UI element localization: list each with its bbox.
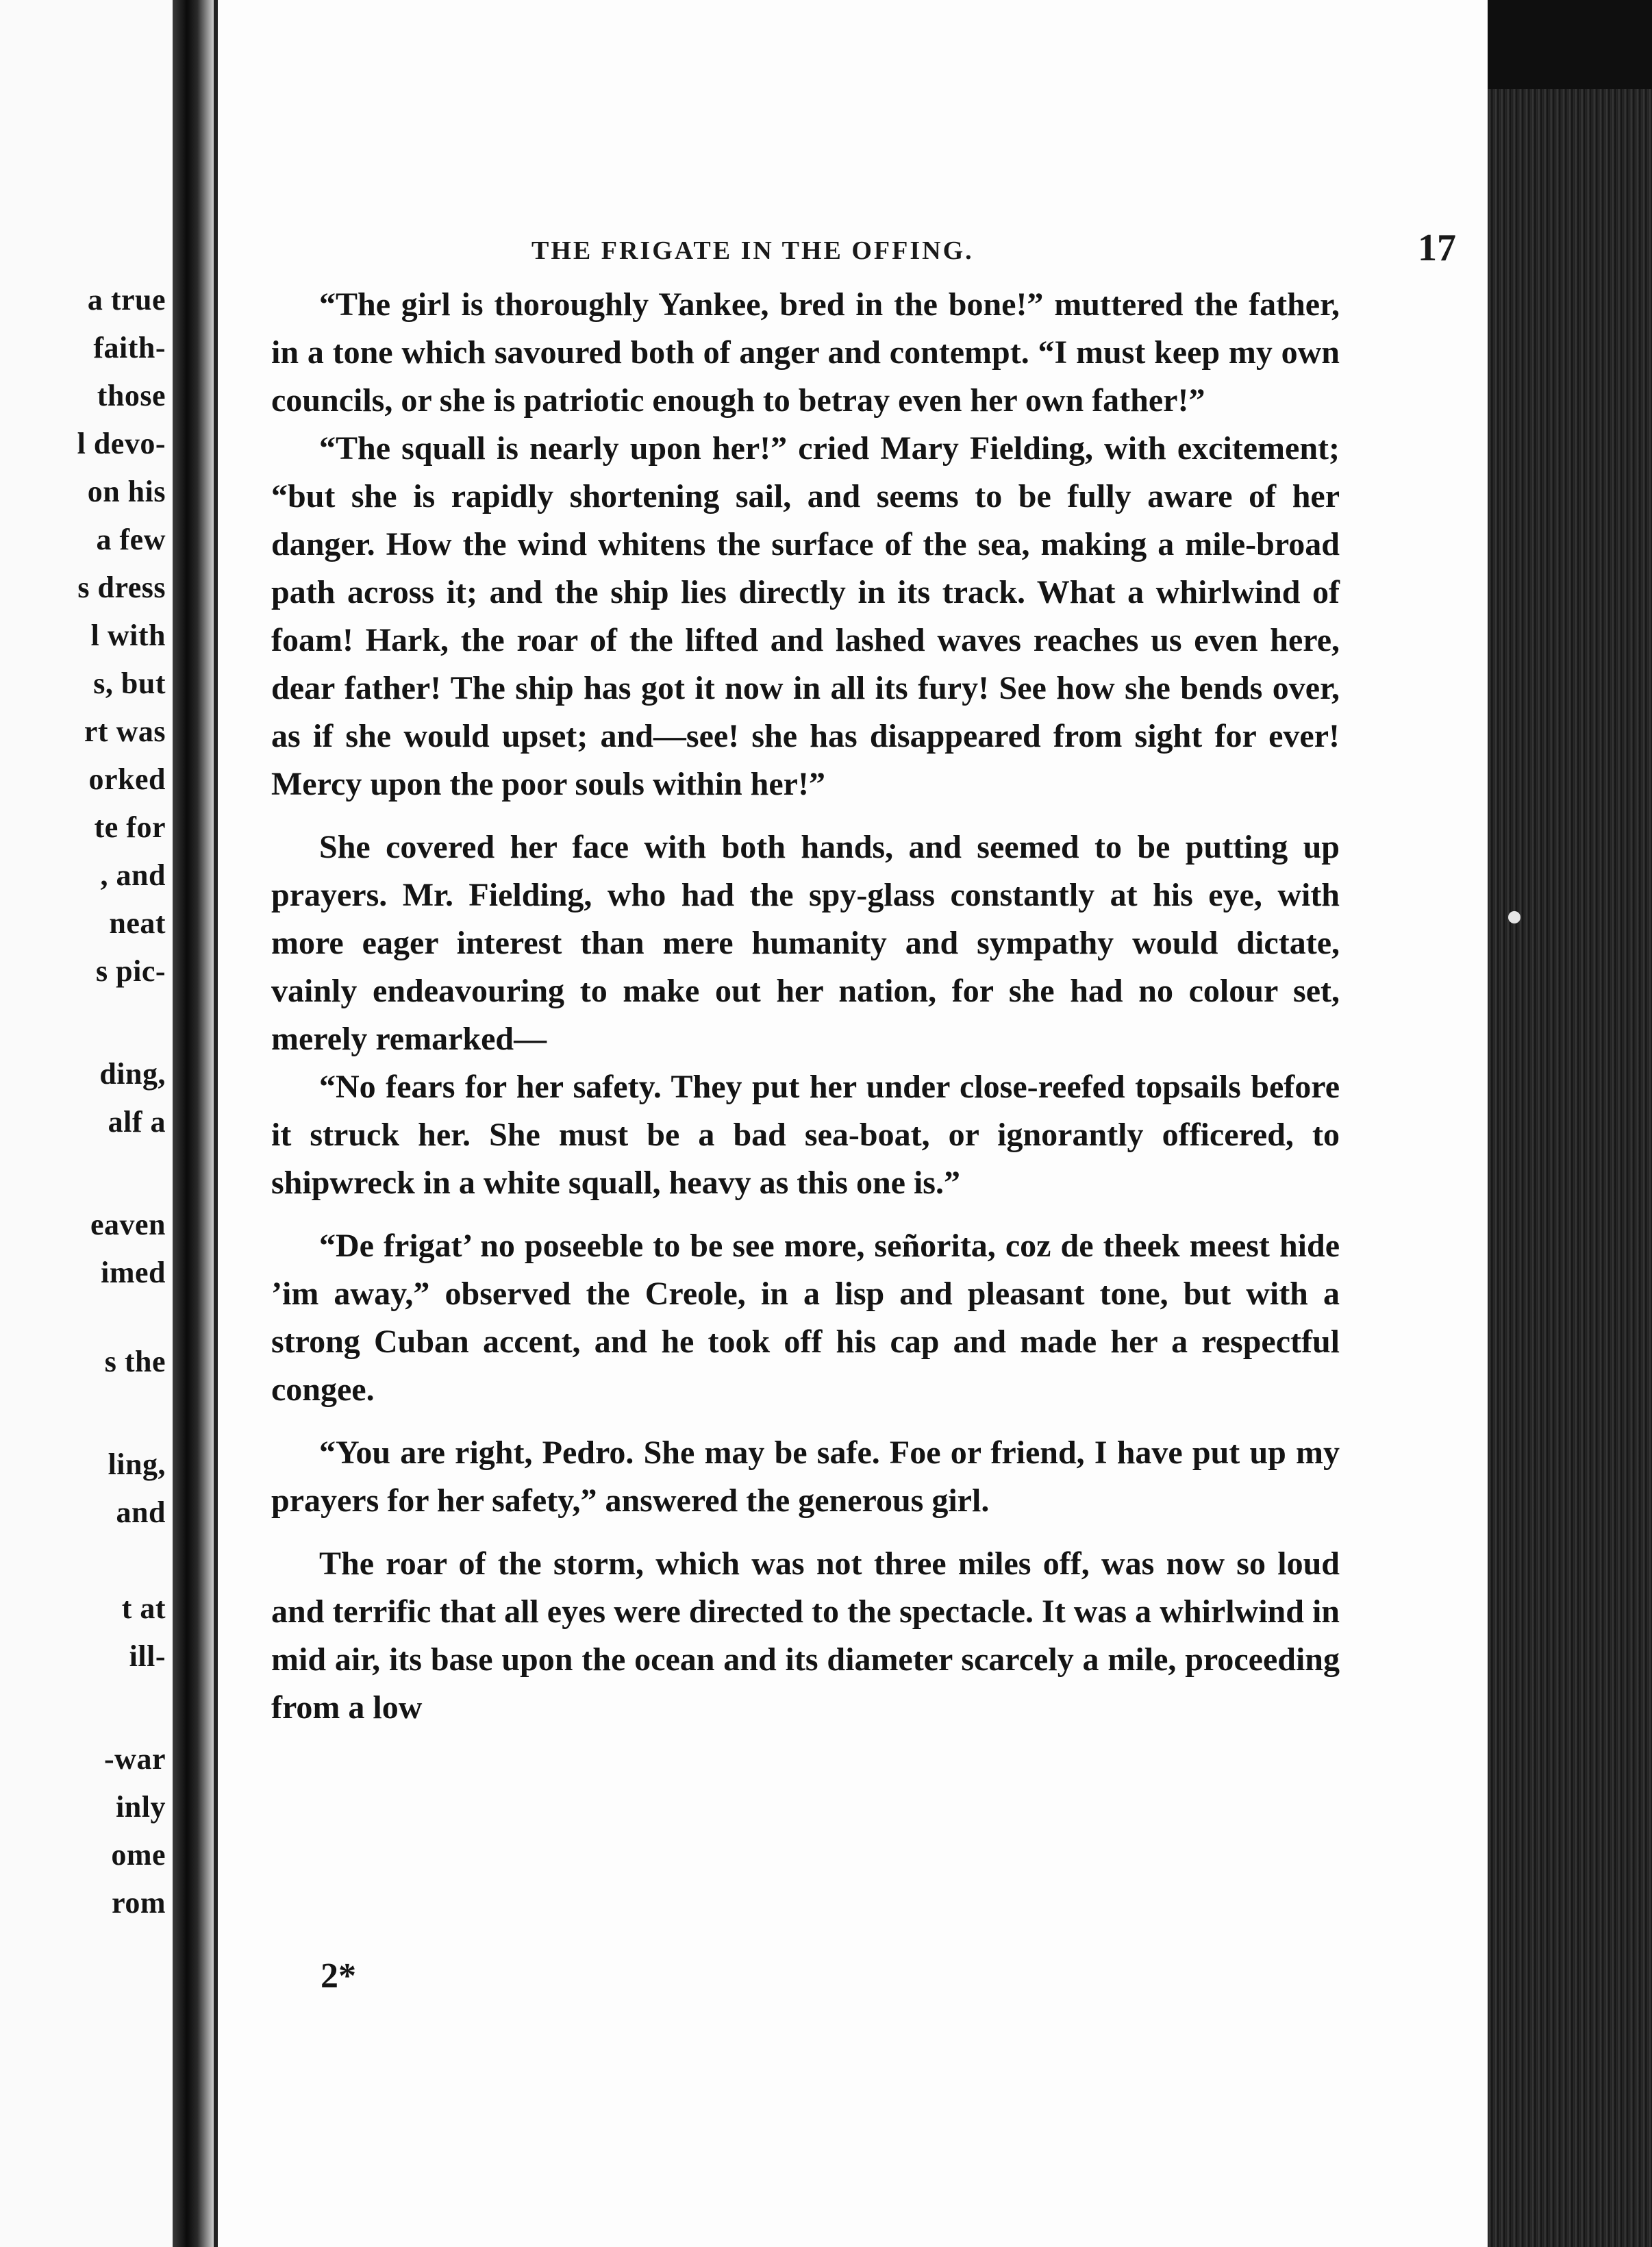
running-title: THE FRIGATE IN THE OFFING. (531, 236, 974, 265)
paragraph: “The girl is thoroughly Yankee, bred in the bone!” muttered the father, in a tone which savoured both of anger and contempt. “I must keep my own councils, or she is patriotic enough to betray even her own father!” (271, 286, 1340, 419)
left-line-fragment: s pic- (96, 954, 166, 988)
paragraph: “De frigat’ no poseeble to be see more, señorita, coz de theek meest hide ’im away,” observed the Creole, in a lisp and pleasant tone, but with a strong Cuban accent, and he took off his cap and made her a respectful congee. (271, 1228, 1340, 1408)
left-line-fragment: a few (96, 523, 166, 556)
left-line-fragment: those (97, 379, 166, 412)
page-content (271, 226, 1456, 1732)
left-line-fragment: eaven (90, 1208, 166, 1241)
signature-mark: 2* (321, 1957, 356, 1996)
left-line-fragment: , and (100, 858, 166, 892)
left-line-fragment: ling, (108, 1448, 166, 1481)
left-line-fragment: imed (101, 1256, 166, 1289)
left-line-fragment: on his (87, 475, 166, 508)
paragraph: She covered her face with both hands, and seemed to be putting up prayers. Mr. Fielding, who had the spy-glass constantly at his eye, with more eager interest than mere humanity and sympathy would dictate, vainly endeavouring to make out her nation, for she had no colour set, merely remarked— (271, 829, 1340, 1057)
paragraph: “You are right, Pedro. She may be safe. Foe or friend, I have put up my prayers for her safety,” answered the generous girl. (271, 1435, 1340, 1519)
paragraph: “No fears for her safety. They put her under close-reefed topsails before it struck her. She must be a bad sea-boat, or ignorantly officered, to shipwreck in a white squall, heavy as this one is.” (271, 1069, 1340, 1201)
left-line-fragment: -war (104, 1742, 166, 1776)
left-line-fragment: rom (112, 1886, 166, 1920)
left-line-fragment: a true (87, 283, 166, 316)
left-line-fragment: t at (121, 1591, 166, 1625)
dust-speck (1508, 911, 1520, 923)
left-line-fragment: ome (111, 1838, 166, 1872)
book-edge-top-shadow (1488, 0, 1652, 89)
left-line-fragment: ill- (129, 1639, 166, 1673)
facing-page-left (0, 0, 173, 2247)
left-line-fragment: faith- (93, 331, 166, 364)
facing-page-text-fragments (0, 0, 173, 2247)
left-line-fragment: s dress (77, 571, 166, 604)
left-line-fragment: inly (116, 1790, 166, 1824)
left-line-fragment: te for (94, 810, 166, 844)
page-number: 17 (1418, 227, 1456, 269)
book-gutter (173, 0, 214, 2247)
left-line-fragment: alf a (108, 1105, 166, 1139)
book-page-17 (214, 0, 1492, 2247)
body-text (271, 281, 1340, 1732)
book-page-edges (1488, 89, 1652, 2247)
paragraph: “The squall is nearly upon her!” cried Mary Fielding, with excitement; “but she is rapidly shortening sail, and seems to be fully aware of her danger. How the wind whitens the surface of the sea, making a mile-broad path across it; and the ship lies directly in its track. What a whirlwind of foam! Hark, the roar of the lifted and lashed waves reaches us even here, dear father! The ship has got it now in all its fury! See how she bends over, as if she would upset; and—see! she has disappeared from sight for ever! Mercy upon the poor souls within her!” (271, 430, 1340, 802)
left-line-fragment: s, but (93, 667, 166, 700)
left-line-fragment: neat (109, 906, 166, 940)
left-line-fragment: orked (88, 762, 166, 796)
paragraph: The roar of the storm, which was not three miles off, was now so loud and terrific that all eyes were directed to the spectacle. It was a whirlwind in mid air, its base upon the ocean and its diameter scarcely a mile, proceeding from a low (271, 1545, 1340, 1726)
left-line-fragment: ding, (99, 1057, 166, 1091)
left-line-fragment: l devo- (77, 427, 166, 460)
running-header (271, 226, 1456, 281)
left-line-fragment: l with (90, 619, 166, 652)
left-line-fragment: s the (104, 1345, 166, 1378)
left-line-fragment: and (116, 1495, 166, 1529)
left-line-fragment: rt was (84, 715, 166, 748)
